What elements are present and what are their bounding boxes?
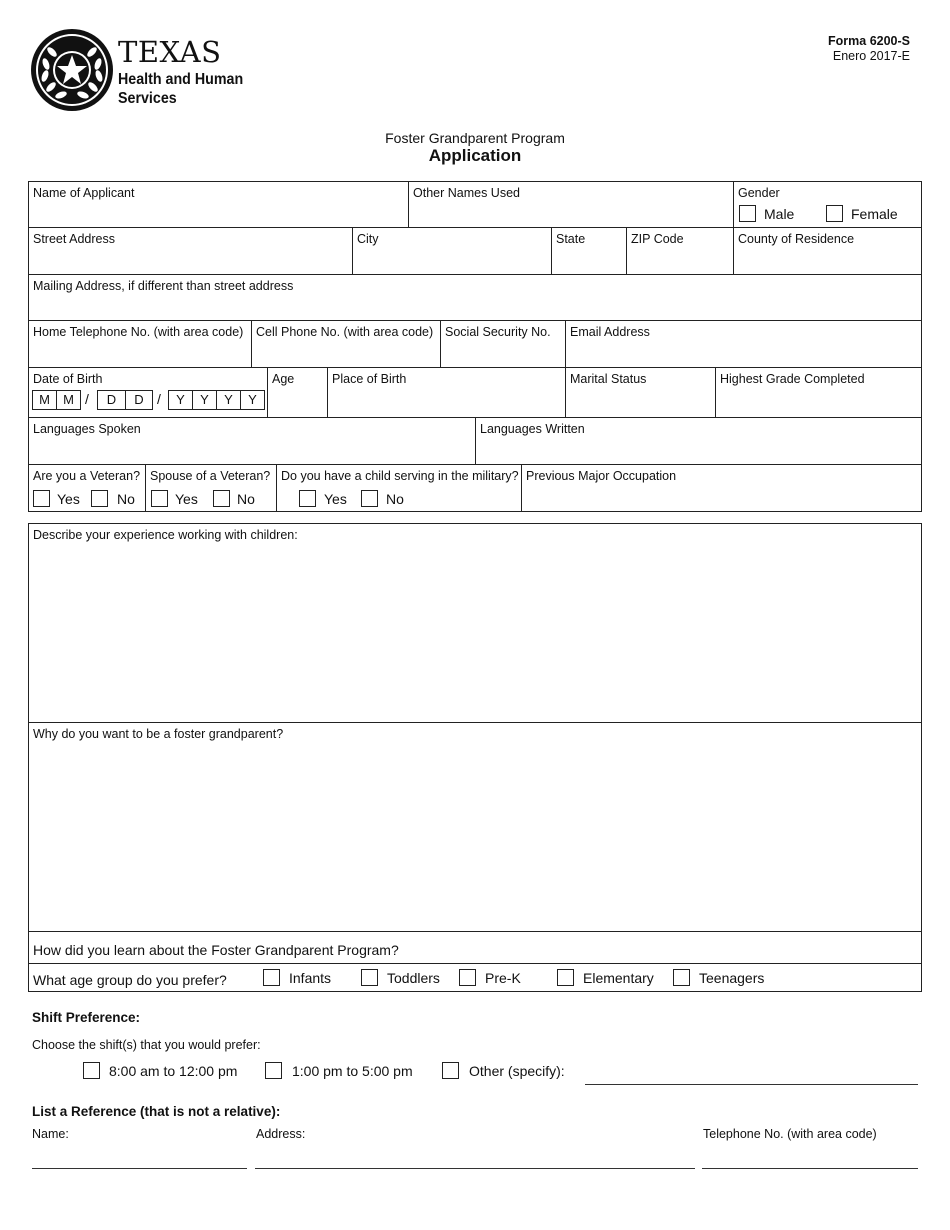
- county-field[interactable]: [733, 227, 922, 275]
- program-title: Foster Grandparent Program: [385, 130, 565, 146]
- ssn-field[interactable]: [440, 320, 566, 368]
- reference-address-label: Address:: [256, 1127, 306, 1141]
- texas-seal-icon: [30, 28, 114, 112]
- teenagers-checkbox[interactable]: [673, 969, 690, 986]
- how-learned-field[interactable]: [28, 931, 922, 964]
- county-label: County of Residence: [738, 232, 855, 246]
- spouse-veteran-field: [145, 464, 277, 512]
- shift-afternoon-checkbox[interactable]: [265, 1062, 282, 1079]
- home-phone-field[interactable]: [28, 320, 252, 368]
- teenagers-label: Teenagers: [699, 970, 765, 986]
- spouse-yes-label: Yes: [175, 491, 198, 507]
- age-group-label: What age group do you prefer?: [33, 972, 227, 988]
- reference-name-line[interactable]: [32, 1168, 247, 1169]
- spouse-yes-checkbox[interactable]: [151, 490, 168, 507]
- child-yes-label: Yes: [324, 491, 347, 507]
- shift-morning-label: 8:00 am to 12:00 pm: [109, 1063, 238, 1079]
- dob-separator: /: [85, 391, 89, 407]
- dob-separator: /: [157, 391, 161, 407]
- form-number: [828, 34, 910, 64]
- name-field[interactable]: [28, 181, 409, 228]
- state-label: State: [556, 232, 586, 246]
- name-label: Name of Applicant: [33, 186, 135, 200]
- dob-year-box[interactable]: Y: [192, 390, 217, 410]
- lang-written-field[interactable]: [475, 417, 922, 465]
- spouse-no-label: No: [237, 491, 255, 507]
- prek-label: Pre-K: [485, 970, 521, 986]
- mailing-label: Mailing Address, if different than street address: [33, 279, 294, 293]
- grade-label: Highest Grade Completed: [720, 372, 865, 386]
- reference-address-line[interactable]: [255, 1168, 695, 1169]
- female-checkbox[interactable]: [826, 205, 843, 222]
- toddlers-checkbox[interactable]: [361, 969, 378, 986]
- logo-line2: Health and Human: [118, 71, 244, 88]
- shift-afternoon-label: 1:00 pm to 5:00 pm: [292, 1063, 413, 1079]
- elementary-checkbox[interactable]: [557, 969, 574, 986]
- dob-label: Date of Birth: [33, 372, 103, 386]
- veteran-no-checkbox[interactable]: [91, 490, 108, 507]
- spouse-no-checkbox[interactable]: [213, 490, 230, 507]
- street-field[interactable]: [28, 227, 353, 275]
- other-names-label: Other Names Used: [413, 186, 520, 200]
- male-label: Male: [764, 206, 795, 222]
- birthplace-label: Place of Birth: [332, 372, 407, 386]
- logo-line3: Services: [118, 90, 177, 107]
- male-checkbox[interactable]: [739, 205, 756, 222]
- shift-morning-checkbox[interactable]: [83, 1062, 100, 1079]
- age-label: Age: [272, 372, 295, 386]
- lang-spoken-field[interactable]: [28, 417, 476, 465]
- age-field[interactable]: [267, 367, 328, 418]
- lang-spoken-label: Languages Spoken: [33, 422, 141, 436]
- shift-other-line[interactable]: [585, 1084, 918, 1085]
- gender-field: [733, 181, 922, 228]
- ssn-label: Social Security No.: [445, 325, 551, 339]
- home-phone-label: Home Telephone No. (with area code): [33, 325, 244, 339]
- veteran-field: [28, 464, 146, 512]
- occupation-field[interactable]: [521, 464, 922, 512]
- prek-checkbox[interactable]: [459, 969, 476, 986]
- dob-year-box[interactable]: Y: [168, 390, 193, 410]
- form-date: Enero 2017-E: [832, 49, 910, 63]
- child-military-field: [276, 464, 522, 512]
- reference-phone-line[interactable]: [702, 1168, 918, 1169]
- how-learned-label: How did you learn about the Foster Grandparent Program?: [33, 942, 399, 958]
- dob-year-box[interactable]: Y: [216, 390, 241, 410]
- dob-field: [28, 367, 268, 418]
- spouse-veteran-label: Spouse of a Veteran?: [150, 469, 271, 483]
- veteran-no-label: No: [117, 491, 135, 507]
- toddlers-label: Toddlers: [387, 970, 440, 986]
- child-no-label: No: [386, 491, 404, 507]
- child-military-label: Do you have a child serving in the military?: [281, 469, 519, 483]
- page-title: Application: [428, 146, 522, 165]
- city-field[interactable]: [352, 227, 552, 275]
- child-no-checkbox[interactable]: [361, 490, 378, 507]
- cell-phone-field[interactable]: [251, 320, 441, 368]
- email-field[interactable]: [565, 320, 922, 368]
- elementary-label: Elementary: [583, 970, 654, 986]
- city-label: City: [357, 232, 379, 246]
- other-names-field[interactable]: [408, 181, 734, 228]
- hhs-logo: [30, 28, 260, 114]
- email-label: Email Address: [570, 325, 650, 339]
- shift-heading: Shift Preference:: [32, 1010, 141, 1025]
- shift-other-label: Other (specify):: [469, 1063, 565, 1079]
- why-label: Why do you want to be a foster grandparent?: [33, 727, 284, 741]
- experience-field[interactable]: [28, 523, 922, 723]
- age-group-field: [28, 963, 922, 992]
- lang-written-label: Languages Written: [480, 422, 585, 436]
- marital-field[interactable]: [565, 367, 716, 418]
- mailing-field[interactable]: [28, 274, 922, 321]
- marital-label: Marital Status: [570, 372, 647, 386]
- dob-day-box[interactable]: D: [97, 390, 126, 410]
- why-field[interactable]: [28, 722, 922, 932]
- shift-other-checkbox[interactable]: [442, 1062, 459, 1079]
- gender-label: Gender: [738, 186, 780, 200]
- reference-heading: List a Reference (that is not a relative):: [32, 1104, 281, 1119]
- experience-label: Describe your experience working with children:: [33, 528, 298, 542]
- dob-day-box[interactable]: D: [125, 390, 153, 410]
- occupation-label: Previous Major Occupation: [526, 469, 677, 483]
- dob-month-box[interactable]: M: [56, 390, 81, 410]
- veteran-label: Are you a Veteran?: [33, 469, 141, 483]
- cell-phone-label: Cell Phone No. (with area code): [256, 325, 434, 339]
- dob-month-box[interactable]: M: [32, 390, 57, 410]
- dob-year-box[interactable]: Y: [240, 390, 265, 410]
- zip-field[interactable]: [626, 227, 734, 275]
- grade-field[interactable]: [715, 367, 922, 418]
- infants-checkbox[interactable]: [263, 969, 280, 986]
- reference-name-label: Name:: [32, 1127, 69, 1141]
- zip-label: ZIP Code: [631, 232, 684, 246]
- form-code: Forma 6200-S: [828, 34, 910, 48]
- child-yes-checkbox[interactable]: [299, 490, 316, 507]
- birthplace-field[interactable]: [327, 367, 566, 418]
- veteran-yes-checkbox[interactable]: [33, 490, 50, 507]
- female-label: Female: [851, 206, 898, 222]
- logo-texas: TEXAS: [118, 35, 222, 69]
- reference-phone-label: Telephone No. (with area code): [703, 1127, 877, 1141]
- veteran-yes-label: Yes: [57, 491, 80, 507]
- infants-label: Infants: [289, 970, 332, 986]
- shift-instruction: Choose the shift(s) that you would prefer:: [32, 1038, 261, 1052]
- state-field[interactable]: [551, 227, 627, 275]
- street-label: Street Address: [33, 232, 115, 246]
